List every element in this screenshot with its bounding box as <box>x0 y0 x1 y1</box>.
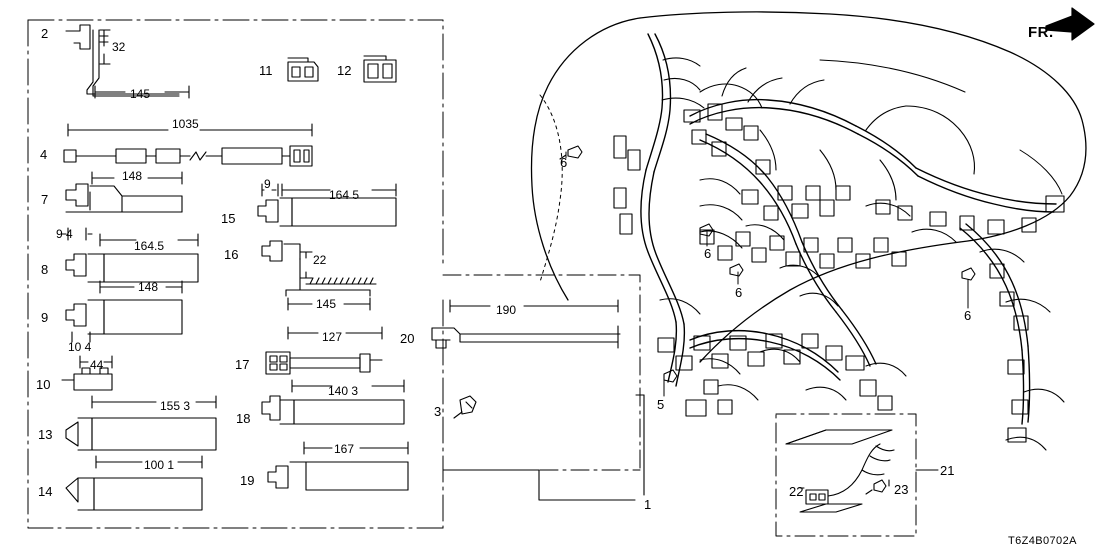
part-code: T6Z4B0702A <box>1008 535 1077 547</box>
dimension-9-4: 9 4 <box>56 227 73 241</box>
callout-5: 5 <box>657 397 665 412</box>
callout-11: 11 <box>259 63 273 78</box>
callout-6-c: 6 <box>735 285 743 300</box>
dimension-145-b: 145 <box>316 297 337 311</box>
callout-6-b: 6 <box>704 246 712 261</box>
callout-2: 2 <box>41 26 49 41</box>
dimension-10-4: 10 4 <box>68 340 92 354</box>
dimension-100-1: 100 1 <box>144 458 175 472</box>
callout-4: 4 <box>40 147 48 162</box>
callout-10: 10 <box>36 377 51 392</box>
dimension-167: 167 <box>334 442 355 456</box>
dimension-145-a: 145 <box>130 87 151 101</box>
dimension-127: 127 <box>322 330 343 344</box>
dimension-1645-b: 164.5 <box>134 239 165 253</box>
callout-6-a: 6 <box>560 155 568 170</box>
dimension-1645-a: 164 5 <box>329 188 360 202</box>
callout-21: 21 <box>940 463 955 478</box>
dimension-155-3: 155 3 <box>160 399 191 413</box>
callout-13: 13 <box>38 427 53 442</box>
dimension-9-a: 9 <box>264 177 271 191</box>
dimension-1035: 1035 <box>172 117 199 131</box>
callout-8: 8 <box>41 262 49 277</box>
dimension-22: 22 <box>313 253 327 267</box>
callout-7: 7 <box>41 192 49 207</box>
callout-22: 22 <box>789 484 804 499</box>
orientation-label: FR. <box>1028 24 1054 41</box>
callout-1: 1 <box>644 497 652 512</box>
callout-19: 19 <box>240 473 255 488</box>
dimension-148-b: 148 <box>138 280 159 294</box>
callout-14: 14 <box>38 484 53 499</box>
callout-18: 18 <box>236 411 251 426</box>
dimension-190: 190 <box>496 303 517 317</box>
callout-6-d: 6 <box>964 308 972 323</box>
callout-15: 15 <box>221 211 236 226</box>
callout-3: 3 <box>434 404 442 419</box>
callout-23: 23 <box>894 482 909 497</box>
dimension-140-3: 140 3 <box>328 384 359 398</box>
callout-16: 16 <box>224 247 239 262</box>
callout-12: 12 <box>337 63 352 78</box>
dimension-148-a: 148 <box>122 169 143 183</box>
callout-20: 20 <box>400 331 415 346</box>
callout-17: 17 <box>235 357 250 372</box>
dimension-32: 32 <box>112 40 126 54</box>
callout-9: 9 <box>41 310 49 325</box>
dimension-44: 44 <box>90 358 104 372</box>
